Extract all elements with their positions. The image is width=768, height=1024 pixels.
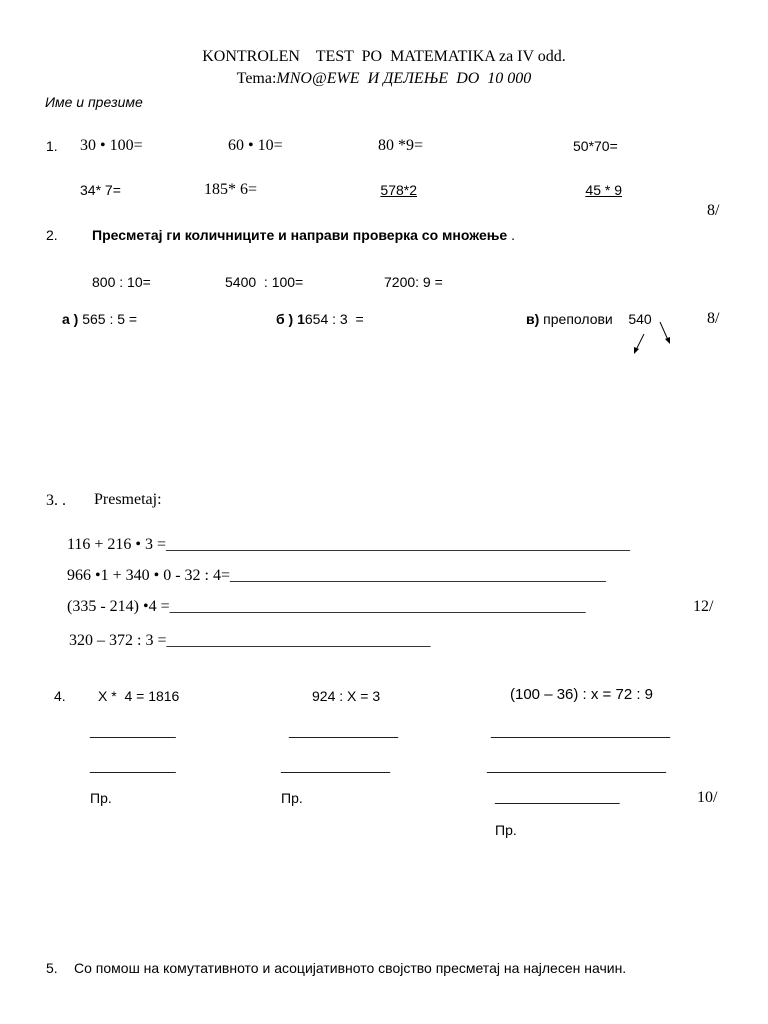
q4-blank: ___________ xyxy=(90,757,176,773)
q2-expr: 7200: 9 = xyxy=(384,274,443,290)
q5-number: 5. xyxy=(46,960,58,976)
q3-title: Presmetaj: xyxy=(94,491,162,508)
q2-expr: 800 : 10= xyxy=(92,274,151,290)
theme-value: MNO@EWE И ДЕЛЕЊЕ DO 10 000 xyxy=(276,70,532,87)
q4-number: 4. xyxy=(54,688,66,704)
name-label: Име и презиме xyxy=(45,94,143,110)
q4-check-label: Пр. xyxy=(495,822,517,838)
q1-expr: 34* 7= xyxy=(80,182,121,198)
q4-blank: ______________ xyxy=(281,757,391,773)
q1-expr: 60 • 10= xyxy=(228,137,283,154)
q4-equation: 924 : X = 3 xyxy=(312,688,381,704)
q1-expr: 50*70= xyxy=(573,138,618,154)
q2-points: 8/ xyxy=(707,310,720,327)
q4-blank: ___________ xyxy=(90,722,176,738)
q3-line: 966 •1 + 340 • 0 - 32 : 4=_______________________________________________ xyxy=(67,567,607,584)
q4-equation: X * 4 = 1816 xyxy=(98,688,180,704)
q1-expr: 185* 6= xyxy=(204,181,258,198)
theme-label: Tema: xyxy=(236,70,277,87)
q1-expr-underlined: 578*2 xyxy=(380,182,417,198)
q4-points: 10/ xyxy=(697,789,718,806)
q4-equation: (100 – 36) : x = 72 : 9 xyxy=(510,686,654,703)
q5-text: Со помош на комутативното и асоцијативното својство пресметај на најлесен начин. xyxy=(74,960,627,976)
test-theme xyxy=(0,70,768,88)
q4-blank: ______________ xyxy=(289,722,399,738)
q2-item-a: а ) 565 : 5 = xyxy=(62,311,138,327)
q4-check-label: Пр. xyxy=(90,790,112,806)
q3-number: 3. . xyxy=(46,492,66,509)
q4-blank: _______________________ xyxy=(491,722,671,738)
q1-expr: 30 • 100= xyxy=(80,137,143,154)
test-title: KONTROLEN TEST PO MATEMATIKA za IV odd. xyxy=(202,48,566,65)
q3-line: 320 – 372 : 3 =_________________________________ xyxy=(69,632,431,649)
q2-number: 2. xyxy=(46,227,58,243)
q3-line: (335 - 214) •4 =____________________________________________________ xyxy=(67,598,586,615)
q4-blank: ________________ xyxy=(495,788,620,804)
q3-line: 116 + 216 • 3 =__________________________________________________________ xyxy=(67,536,631,553)
q2-item-c: в) преполови 540 xyxy=(526,311,652,327)
q1-points: 8/ xyxy=(707,202,720,219)
q3-points: 12/ xyxy=(693,598,714,615)
q2-expr: 5400 : 100= xyxy=(225,274,304,290)
q2-instruction: Пресметај ги количниците и направи проверка со множење . xyxy=(92,227,515,243)
q4-check-label: Пр. xyxy=(281,790,303,806)
q1-number: 1. xyxy=(46,138,58,154)
q1-expr-underlined: 45 * 9 xyxy=(585,182,622,198)
q2-item-b: б ) 1654 : 3 = xyxy=(276,311,364,327)
q1-expr: 80 *9= xyxy=(378,137,424,154)
split-arrows-icon xyxy=(630,316,680,360)
q4-blank: _______________________ xyxy=(487,757,667,773)
